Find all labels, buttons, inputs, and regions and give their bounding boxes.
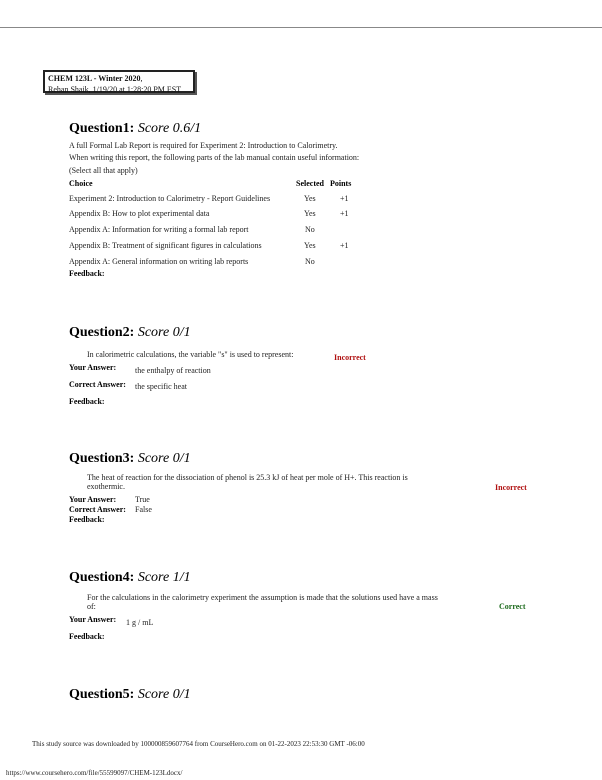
question-2-status-badge: Incorrect xyxy=(334,353,366,362)
question-3-correct-answer-label: Correct Answer: xyxy=(69,505,126,514)
question-1-score: Score 0.6/1 xyxy=(137,121,202,136)
question-2-score: Score 0/1 xyxy=(137,325,191,340)
question-3-text-1: The heat of reaction for the dissociation of phenol is 25.3 kJ of heat per mole of H+. This reaction is xyxy=(87,473,408,482)
question-3-your-answer: True xyxy=(135,495,150,504)
table-row-points: +1 xyxy=(340,194,349,203)
question-4-feedback-label: Feedback: xyxy=(69,632,105,641)
question-1-label: Question1: xyxy=(69,121,135,136)
question-3-status-badge: Incorrect xyxy=(495,483,527,492)
question-2-correct-answer: the specific heat xyxy=(135,382,187,391)
question-2-label: Question2: xyxy=(69,325,135,340)
question-2-correct-answer-label: Correct Answer: xyxy=(69,380,126,389)
question-1-text-3: (Select all that apply) xyxy=(69,166,138,175)
table-row-selected: No xyxy=(305,225,315,234)
table-row-points: +1 xyxy=(340,241,349,250)
question-5-score: Score 0/1 xyxy=(137,687,191,702)
question-1-text-1: A full Formal Lab Report is required for Experiment 2: Introduction to Calorimetry. xyxy=(69,141,338,150)
table-row-selected: Yes xyxy=(304,209,316,218)
table-row-choice: Appendix A: General information on writing lab reports xyxy=(69,257,249,266)
question-3-your-answer-label: Your Answer: xyxy=(69,495,117,504)
question-2-feedback-label: Feedback: xyxy=(69,397,105,406)
submission-info: Rehan Shaik, 1/19/20 at 1:28:20 PM EST xyxy=(48,85,182,94)
points-column-header: Points xyxy=(330,179,352,188)
question-5-title xyxy=(69,687,191,703)
question-4-score: Score 1/1 xyxy=(137,570,191,585)
question-4-your-answer-label: Your Answer: xyxy=(69,615,117,624)
question-4-label: Question4: xyxy=(69,570,135,585)
question-3-label: Question3: xyxy=(69,451,135,466)
question-4-title xyxy=(69,570,191,586)
table-row-selected: Yes xyxy=(304,194,316,203)
question-1-text-2: When writing this report, the following parts of the lab manual contain useful information: xyxy=(69,153,360,162)
question-5-label: Question5: xyxy=(69,687,135,702)
top-rule xyxy=(0,27,602,28)
question-3-title xyxy=(69,451,191,467)
download-note: This study source was downloaded by 100000859607764 from CourseHero.com on 01-22-2023 22:53:30 GMT -06:00 xyxy=(32,740,365,748)
question-2-your-answer: the enthalpy of reaction xyxy=(135,366,211,375)
table-row-selected: No xyxy=(305,257,315,266)
question-4-text-1: For the calculations in the calorimetry experiment the assumption is made that the solutions used have a mass xyxy=(87,593,438,602)
question-4-text-2: of: xyxy=(87,602,96,611)
question-1-feedback-label: Feedback: xyxy=(69,269,105,278)
source-url: https://www.coursehero.com/file/55599097/CHEM-123Ldocx/ xyxy=(6,769,183,777)
selected-column-header: Selected xyxy=(296,179,324,188)
course-title-suffix: , xyxy=(140,74,143,83)
table-row-choice: Appendix B: How to plot experimental data xyxy=(69,209,210,218)
question-2-title xyxy=(69,325,191,341)
choice-column-header: Choice xyxy=(69,179,93,188)
question-3-text-2: exothermic. xyxy=(87,482,125,491)
question-4-status-badge: Correct xyxy=(499,602,526,611)
table-row-choice: Experiment 2: Introduction to Calorimetry - Report Guidelines xyxy=(69,194,271,203)
table-row-points: +1 xyxy=(340,209,349,218)
table-row-choice: Appendix A: Information for writing a formal lab report xyxy=(69,225,249,234)
question-2-your-answer-label: Your Answer: xyxy=(69,363,117,372)
question-3-score: Score 0/1 xyxy=(137,451,191,466)
question-1-title xyxy=(69,121,201,137)
question-3-correct-answer: False xyxy=(135,505,152,514)
table-row-selected: Yes xyxy=(304,241,316,250)
question-3-feedback-label: Feedback: xyxy=(69,515,105,524)
question-4-your-answer: 1 g / mL xyxy=(126,618,154,627)
table-row-choice: Appendix B: Treatment of significant figures in calculations xyxy=(69,241,262,250)
question-2-text: In calorimetric calculations, the variable "s" is used to represent: xyxy=(87,350,294,359)
course-title: CHEM 123L - Winter 2020 xyxy=(48,74,141,83)
course-header-box xyxy=(43,70,195,93)
